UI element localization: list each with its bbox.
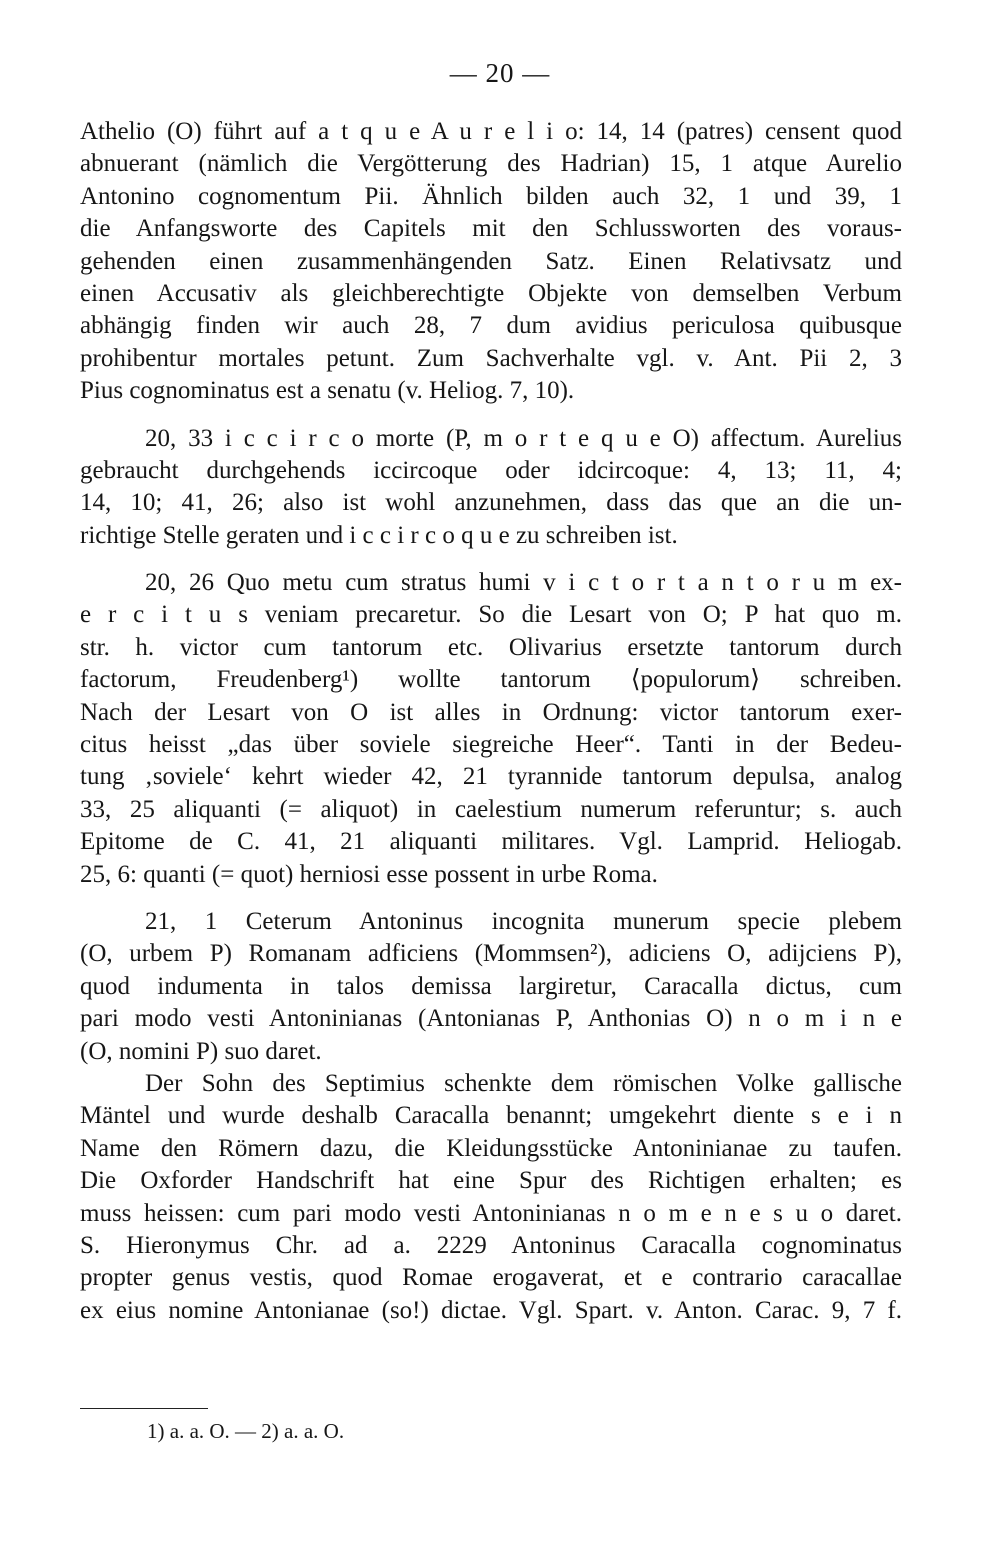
text-line: richtige Stelle geraten und i c c i r c o q u e zu schreiben ist.	[80, 521, 678, 549]
text-line: 20, 33 i c c i r c o morte (P, m o r t e q u e O) affectum. Aurelius	[145, 424, 902, 452]
text-line: factorum, Freudenberg¹) wollte tantorum ⟨populorum⟩ schreiben.	[80, 666, 902, 694]
text-line: ex eius nomine Antonianae (so!) dictae. Vgl. Spart. v. Anton. Carac. 9, 7 f.	[80, 1296, 902, 1324]
text-line: die Anfangsworte des Capitels mit den Schlussworten des voraus-	[80, 215, 902, 243]
paragraph-3	[80, 567, 902, 891]
text-line: Antonino cognomentum Pii. Ähnlich bilden auch 32, 1 und 39, 1	[80, 182, 902, 210]
text-line: Mäntel und wurde deshalb Caracalla benannt; umgekehrt diente s e i n	[80, 1102, 902, 1130]
text-line: quod indumenta in talos demissa largiretur, Caracalla dictus, cum	[80, 972, 902, 1000]
text-line: 14, 10; 41, 26; also ist wohl anzunehmen, dass das que an die un-	[80, 489, 902, 517]
text-line: 21, 1 Ceterum Antoninus incognita munerum specie plebem	[145, 907, 902, 935]
text-line: Der Sohn des Septimius schenkte dem römischen Volke gallische	[145, 1069, 902, 1097]
page-number: — 20 —	[449, 58, 551, 88]
text-line: gehenden einen zusammenhängenden Satz. Einen Relativsatz und	[80, 247, 902, 275]
text-line: gebraucht durchgehends iccircoque oder idcircoque: 4, 13; 11, 4;	[80, 456, 902, 484]
text-line: pari modo vesti Antoninianas (Antonianas P, Anthonias O) n o m i n e	[80, 1005, 902, 1033]
footnote: 1) a. a. O. — 2) a. a. O.	[147, 1419, 345, 1443]
text-line: propter genus vestis, quod Romae erogaverat, et e contrario caracallae	[80, 1264, 902, 1292]
text-line: abhängig finden wir auch 28, 7 dum avidius periculosa quibusque	[80, 312, 902, 340]
text-line: muss heissen: cum pari modo vesti Antoninianas n o m e n e s u o daret.	[80, 1199, 902, 1227]
text-line: 33, 25 aliquanti (= aliquot) in caelestium numerum referuntur; s. auch	[80, 795, 902, 823]
text-line: Die Oxforder Handschrift hat eine Spur des Richtigen erhalten; es	[80, 1167, 902, 1195]
text-line: Athelio (O) führt auf a t q u e A u r e l i o: 14, 14 (patres) censent quod	[80, 118, 902, 145]
text-line: einen Accusativ als gleichberechtigte Objekte von demselben Verbum	[80, 279, 902, 307]
text-line: prohibentur mortales petunt. Zum Sachverhalte vgl. v. Ant. Pii 2, 3	[80, 344, 902, 372]
text-line: e r c i t u s veniam precaretur. So die Lesart von O; P hat quo m.	[80, 601, 902, 629]
text-line: 20, 26 Quo metu cum stratus humi v i c t o r t a n t o r u m ex-	[145, 569, 902, 597]
text-line: Pius cognominatus est a senatu (v. Heliog. 7, 10).	[80, 377, 575, 405]
text-line: Name den Römern dazu, die Kleidungsstücke Antoninianae zu taufen.	[80, 1134, 902, 1162]
text-line: citus heisst „das über soviele siegreiche Heer“. Tanti in der Bedeu-	[80, 731, 902, 759]
text-line: (O, urbem P) Romanam adficiens (Mommsen²), adiciens O, adijciens P),	[80, 940, 902, 968]
text-line: S. Hieronymus Chr. ad a. 2229 Antoninus Caracalla cognominatus	[80, 1231, 902, 1259]
text-line: Epitome de C. 41, 21 aliquanti militares. Vgl. Lamprid. Heliogab.	[80, 828, 902, 856]
text-line: str. h. victor cum tantorum etc. Olivarius ersetzte tantorum durch	[80, 633, 902, 661]
footnote-rule	[80, 1408, 208, 1409]
paragraph-1	[80, 116, 902, 408]
paragraph-4	[80, 906, 902, 1327]
paragraph-2	[80, 423, 902, 553]
body-text	[80, 116, 902, 1327]
text-line: Nach der Lesart von O ist alles in Ordnung: victor tantorum exer-	[80, 698, 902, 726]
text-line: 25, 6: quanti (= quot) herniosi esse possent in urbe Roma.	[80, 860, 658, 888]
text-line: abnuerant (nämlich die Vergötterung des Hadrian) 15, 1 atque Aurelio	[80, 150, 902, 178]
text-line: (O, nomini P) suo daret.	[80, 1037, 322, 1065]
text-line: tung ‚soviele‘ kehrt wieder 42, 21 tyrannide tantorum depulsa, analog	[80, 763, 902, 791]
